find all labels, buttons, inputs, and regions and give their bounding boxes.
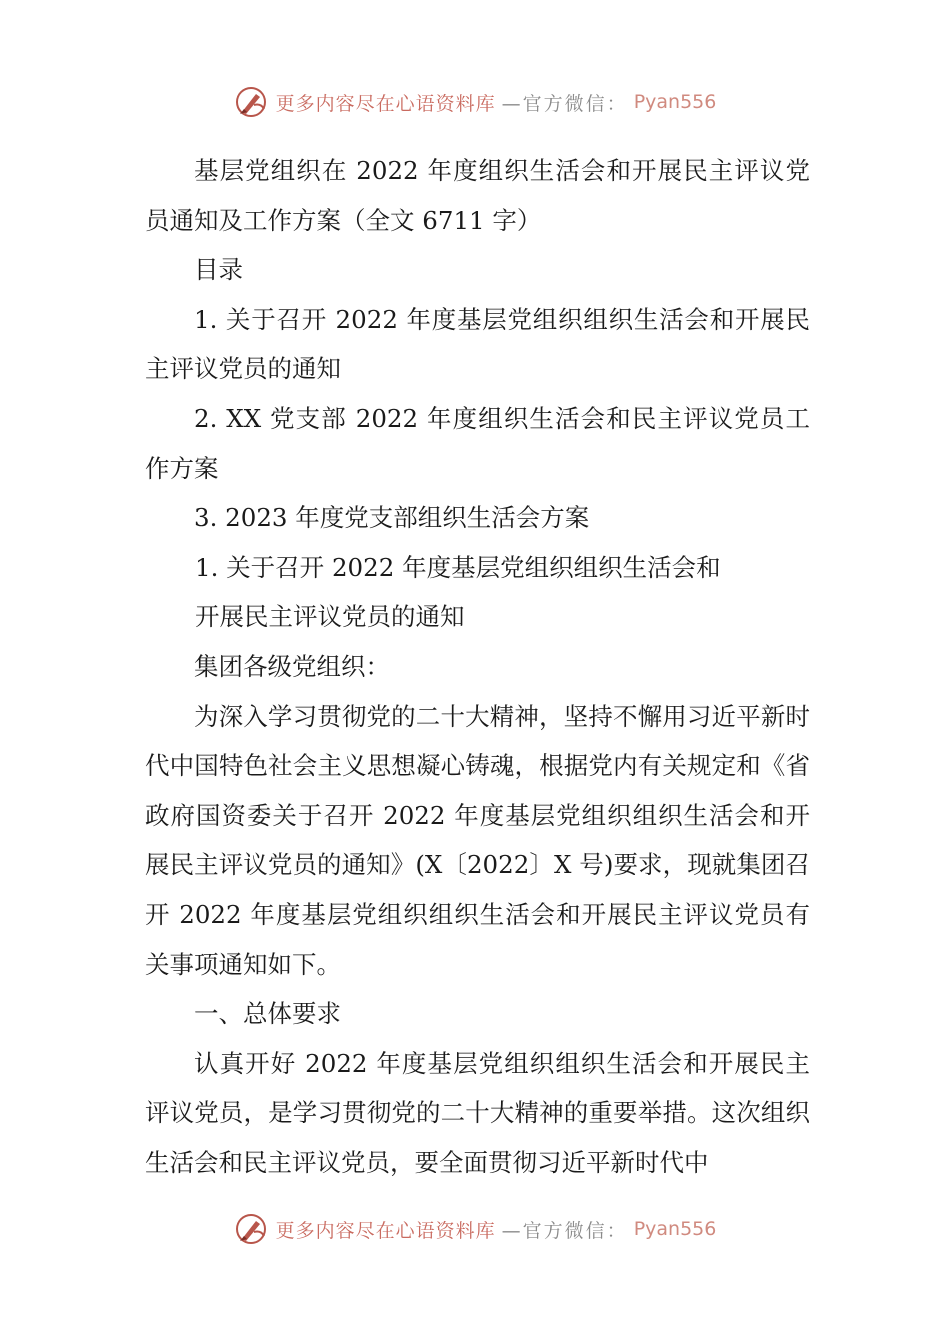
pen-nib-logo-icon	[234, 1212, 268, 1246]
toc-item-2: 2. XX 党支部 2022 年度组织生活会和民主评议党员工作方案	[145, 403, 810, 483]
heading-general-requirements: 一、总体要求	[194, 999, 341, 1029]
document-body	[145, 146, 810, 1187]
watermark-wechat-id: Pyan556	[633, 91, 717, 113]
toc-item-3: 3. 2023 年度党支部组织生活会方案	[194, 503, 590, 533]
section-title-line-2: 开展民主评议党员的通知	[195, 602, 465, 632]
toc-item-1: 1. 关于召开 2022 年度基层党组织组织生活会和开展民主评议党员的通知	[145, 304, 810, 384]
section-title-line-1: 1. 关于召开 2022 年度基层党组织组织生活会和	[195, 552, 721, 582]
document-title: 基层党组织在 2022 年度组织生活会和开展民主评议党员通知及工作方案（全文 6711 字）	[145, 156, 810, 235]
header-watermark	[0, 82, 950, 122]
pen-nib-logo-icon	[234, 85, 268, 119]
watermark-gray-text: —官方微信：	[501, 92, 628, 115]
watermark-red-text: 更多内容尽在心语资料库	[275, 1219, 496, 1242]
watermark-wechat-id: Pyan556	[633, 1218, 717, 1240]
footer-watermark	[0, 1209, 950, 1249]
toc-heading: 目录	[194, 255, 243, 285]
watermark-gray-text: —官方微信：	[501, 1219, 628, 1242]
watermark-red-text: 更多内容尽在心语资料库	[275, 92, 496, 115]
paragraph-2: 认真开好 2022 年度基层党组织组织生活会和开展民主评议党员，是学习贯彻党的二十大精神的重要举措。这次组织生活会和民主评议党员，要全面贯彻习近平新时代中	[145, 1048, 810, 1177]
salutation: 集团各级党组织：	[194, 651, 390, 681]
paragraph-1: 为深入学习贯彻党的二十大精神，坚持不懈用习近平新时代中国特色社会主义思想凝心铸魂，根据党内有关规定和《省政府国资委关于召开 2022 年度基层党组织组织生活会和开展民主评议党员的通知》(X〔2022〕X 号)要求，现就集团召开 2022 年度基层党组织组织生活会和开展民主评议党员有关事项通知如下。	[145, 701, 810, 979]
